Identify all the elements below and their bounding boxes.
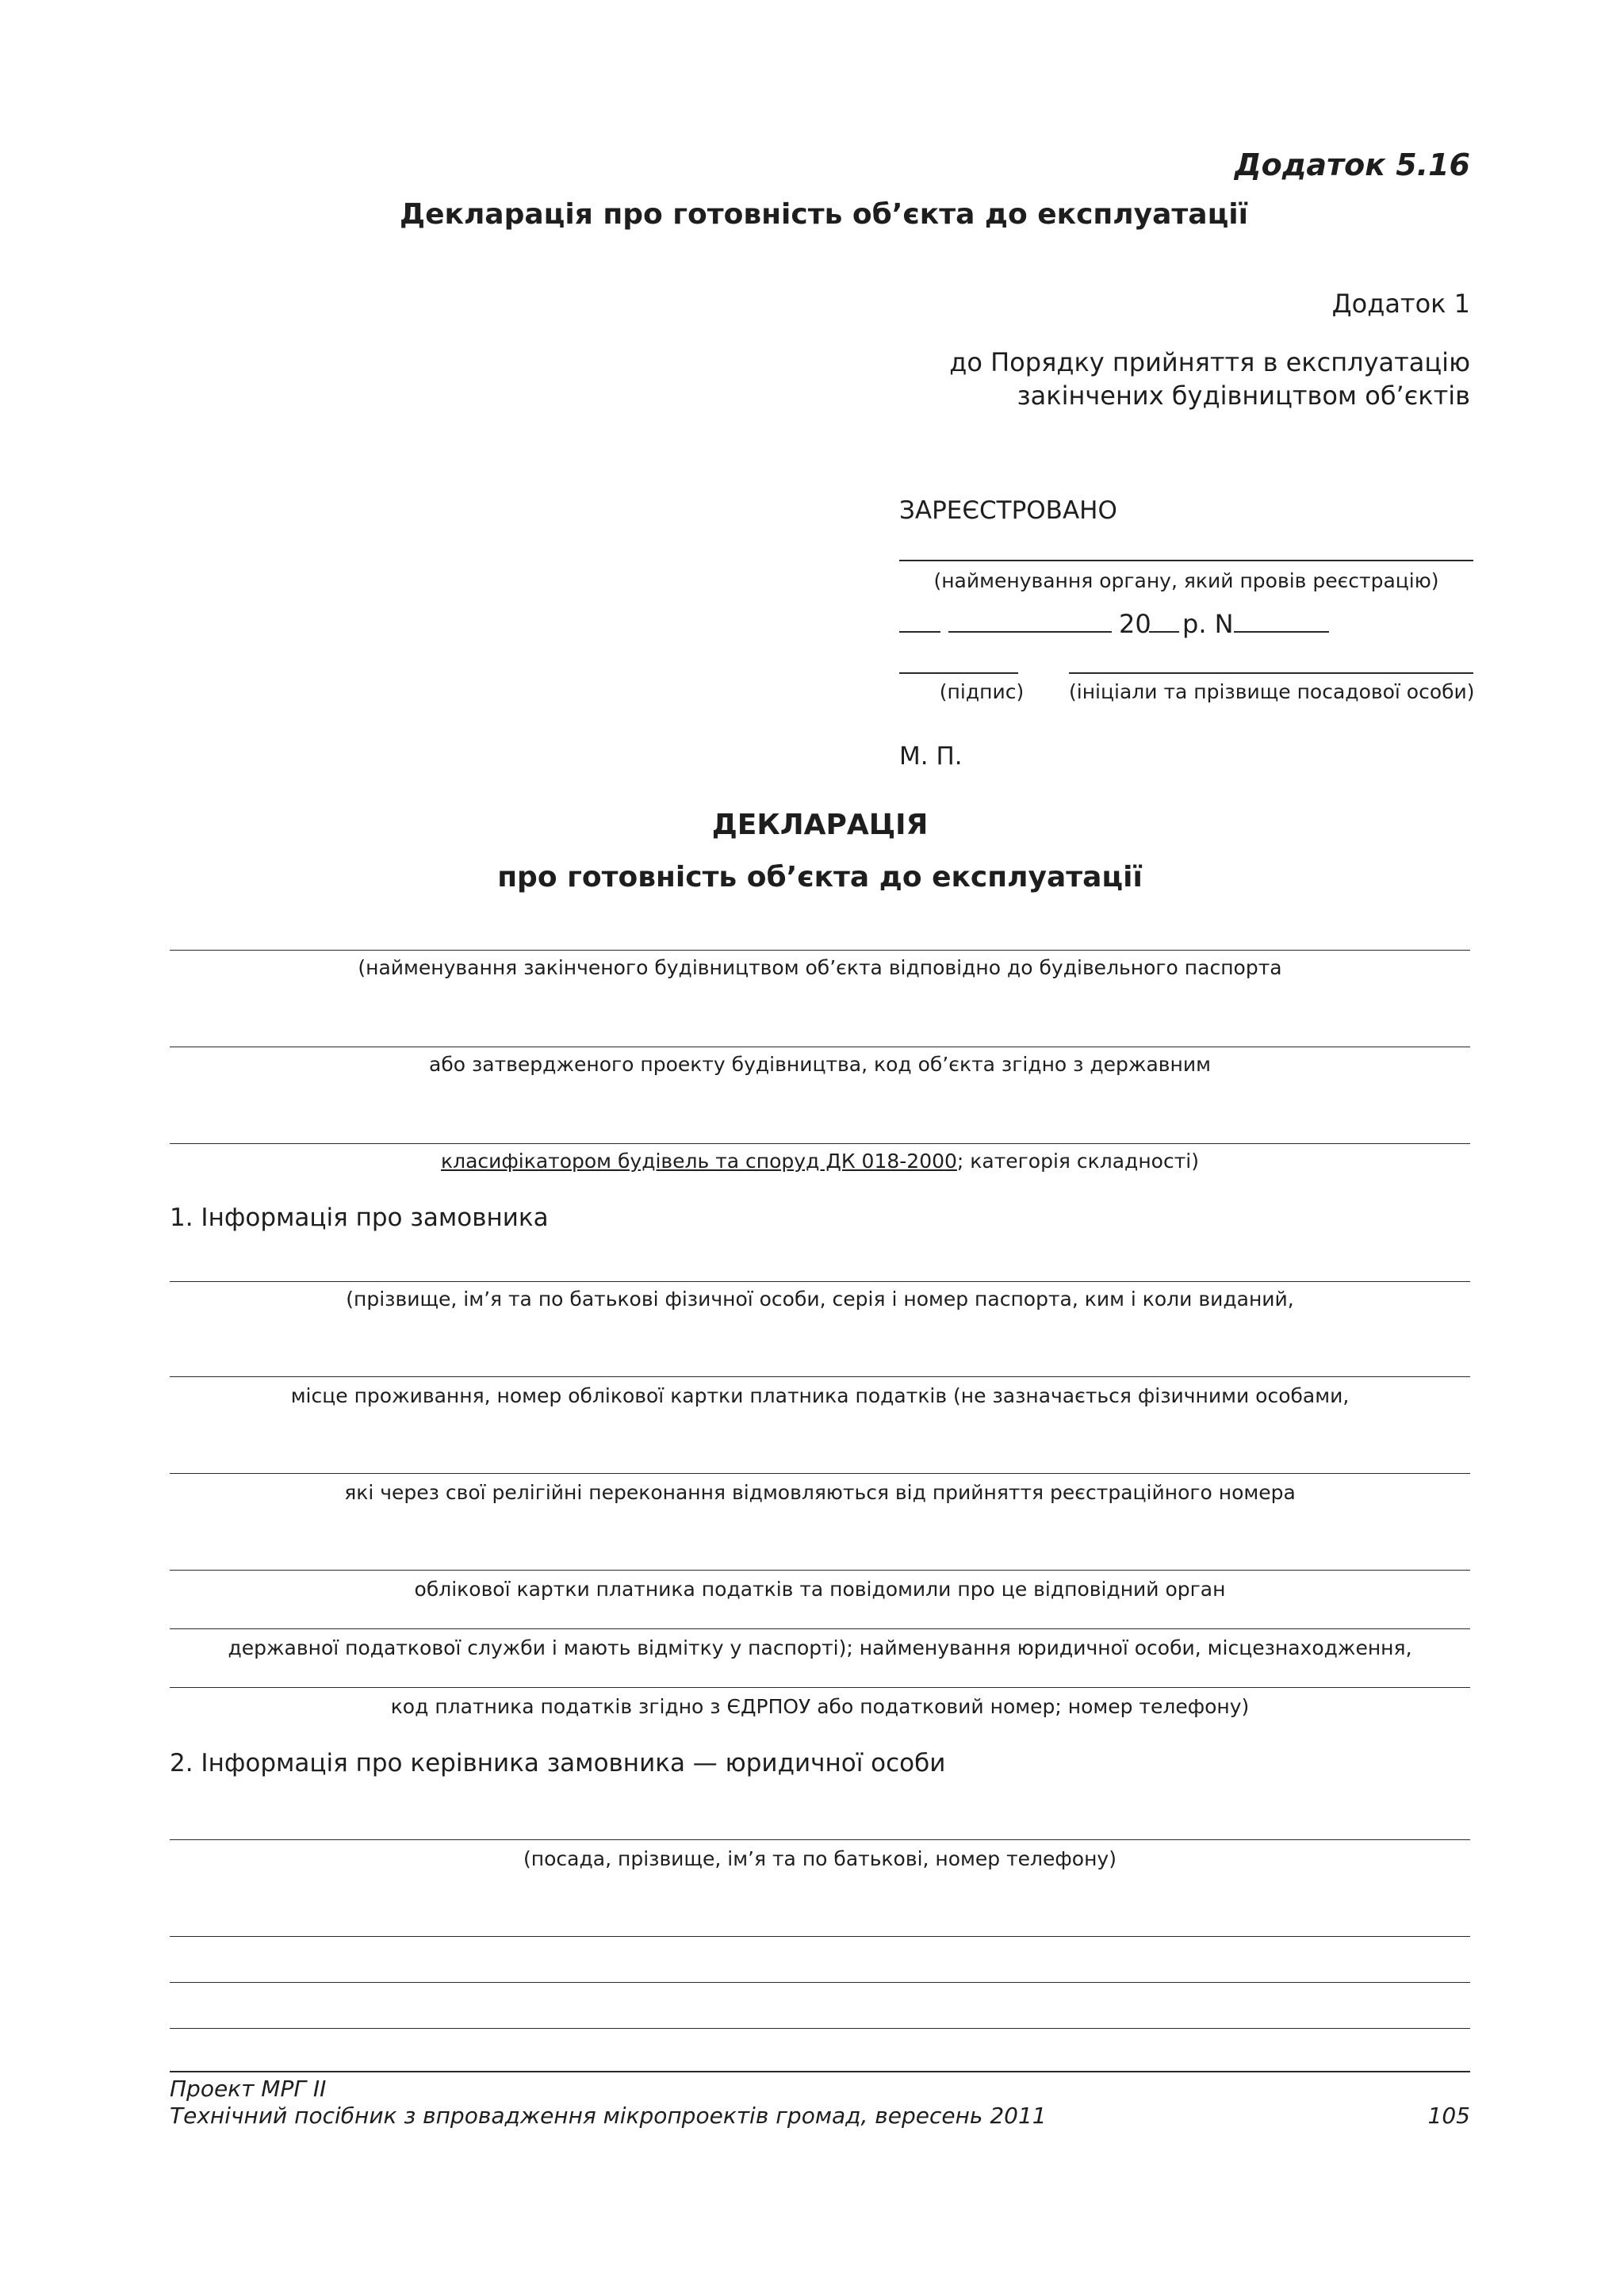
object-name-line-1 bbox=[170, 950, 1470, 951]
customer-line-6 bbox=[170, 1687, 1470, 1688]
official-name-caption: (ініціали та прізвище посадової особи) bbox=[1069, 680, 1475, 703]
day-field-line bbox=[899, 631, 940, 633]
object-caption-3 bbox=[170, 1150, 1470, 1173]
authority-field-line bbox=[899, 560, 1473, 561]
authority-caption: (найменування органу, який провів реєстрацію) bbox=[933, 569, 1439, 592]
object-name-line-3 bbox=[170, 1143, 1470, 1144]
footer-manual-title: Технічний посібник з впровадження мікропроектів громад, вересень 2011 bbox=[170, 2103, 1047, 2129]
manager-line-4 bbox=[170, 2028, 1470, 2029]
customer-caption-1: (прізвище, ім’я та по батькові фізичної особи, серія і номер паспорта, ким і коли виданий, bbox=[346, 1288, 1294, 1311]
month-field-line bbox=[948, 631, 1112, 633]
customer-caption-2: місце проживання, номер облікової картки платника податків (не зазначається фізичними особами, bbox=[290, 1384, 1350, 1407]
customer-line-2 bbox=[170, 1376, 1470, 1377]
complexity-category-caption: ; категорія складності) bbox=[956, 1150, 1199, 1173]
customer-caption-5: державної податкової служби і мають відмітку у паспорті); найменування юридичної особи, місцезнаходження, bbox=[228, 1636, 1412, 1659]
document-title: Декларація про готовність об’єкта до експлуатації bbox=[400, 198, 1248, 231]
customer-line-3 bbox=[170, 1473, 1470, 1474]
registration-number-line bbox=[1234, 631, 1329, 633]
appendix-label: Додаток 1 bbox=[1331, 289, 1470, 319]
official-name-field-line bbox=[1069, 672, 1473, 674]
manager-line-3 bbox=[170, 1982, 1470, 1983]
customer-line-5 bbox=[170, 1628, 1470, 1629]
section2-title: 2. Інформація про керівника замовника — юридичної особи bbox=[170, 1749, 946, 1777]
footer-rule bbox=[170, 2071, 1470, 2072]
registered-label: ЗАРЕЄСТРОВАНО bbox=[899, 496, 1117, 525]
object-caption-2: або затвердженого проекту будівництва, код об’єкта згідно з державним bbox=[429, 1053, 1211, 1076]
registration-number-label: р. N bbox=[1182, 609, 1234, 639]
year-field-line bbox=[1149, 631, 1179, 633]
date-century: 20 bbox=[1119, 609, 1151, 639]
customer-line-1 bbox=[170, 1281, 1470, 1282]
appendix-number: Додаток 5.16 bbox=[1234, 147, 1470, 182]
classifier-reference: класифікатором будівель та споруд ДК 018-2000 bbox=[441, 1150, 957, 1173]
manager-caption: (посада, прізвище, ім’я та по батькові, номер телефону) bbox=[523, 1847, 1116, 1870]
declaration-title: ДЕКЛАРАЦІЯ bbox=[711, 809, 929, 841]
seal-label: М. П. bbox=[899, 742, 963, 771]
page-number: 105 bbox=[1427, 2103, 1470, 2129]
manager-line-2 bbox=[170, 1936, 1470, 1937]
signature-field-line bbox=[899, 672, 1018, 674]
customer-line-4 bbox=[170, 1570, 1470, 1571]
manager-line-1 bbox=[170, 1839, 1470, 1840]
section1-title: 1. Інформація про замовника bbox=[170, 1203, 549, 1232]
object-caption-1: (найменування закінченого будівництвом об’єкта відповідно до будівельного паспорта bbox=[358, 956, 1282, 979]
customer-caption-4: облікової картки платника податків та повідомили про це відповідний орган bbox=[414, 1578, 1226, 1601]
customer-caption-3: які через свої релігійні переконання відмовляються від прийняття реєстраційного номера bbox=[344, 1481, 1296, 1504]
appendix-ref-line1: до Порядку прийняття в експлуатацію bbox=[949, 347, 1470, 377]
appendix-ref-line2: закінчених будівництвом об’єктів bbox=[1017, 381, 1470, 411]
footer-project: Проект МРГ ІІ bbox=[170, 2076, 327, 2102]
customer-caption-6: код платника податків згідно з ЄДРПОУ або податковий номер; номер телефону) bbox=[390, 1695, 1250, 1718]
declaration-subtitle: про готовність об’єкта до експлуатації bbox=[497, 861, 1143, 894]
signature-caption: (підпис) bbox=[939, 680, 1025, 703]
